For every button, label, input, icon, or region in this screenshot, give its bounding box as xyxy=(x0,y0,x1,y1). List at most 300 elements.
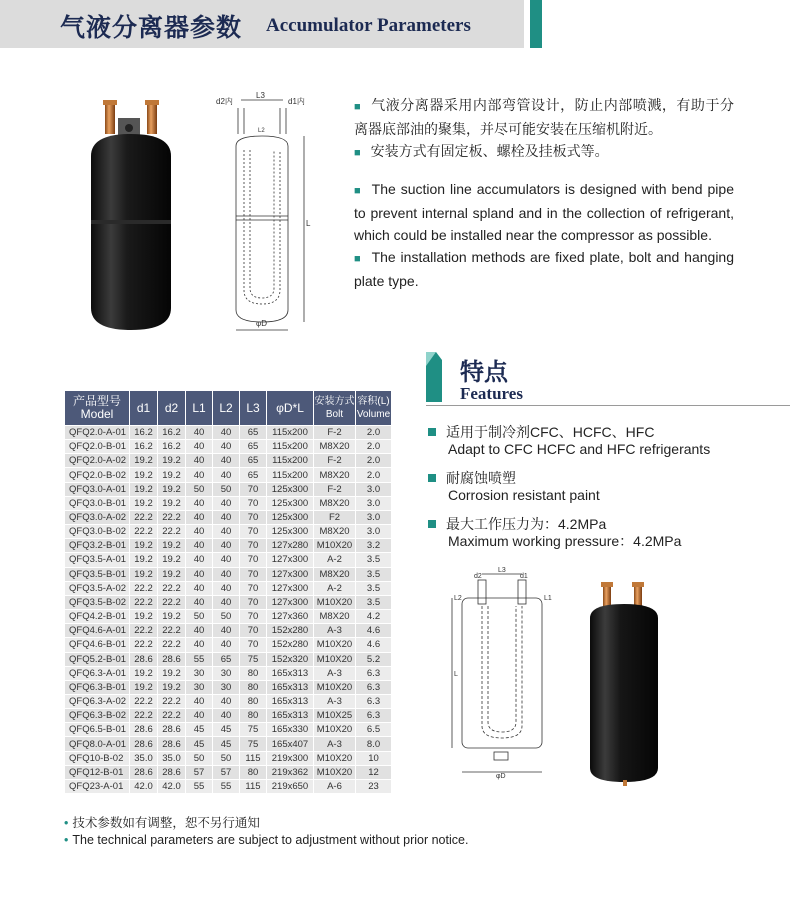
table-cell: 40 xyxy=(186,553,213,567)
drawing-top-l-label: L xyxy=(306,219,311,228)
table-cell: M10X25 xyxy=(314,709,356,723)
table-cell: 42.0 xyxy=(158,779,186,793)
table-cell: M10X20 xyxy=(314,539,356,553)
table-cell: 219x362 xyxy=(267,765,314,779)
table-cell: A-3 xyxy=(314,666,356,680)
table-cell: 50 xyxy=(213,610,240,624)
table-cell: 19.2 xyxy=(130,553,158,567)
square-bullet-icon xyxy=(428,474,436,482)
table-cell: 70 xyxy=(240,496,267,510)
table-cell: 45 xyxy=(186,723,213,737)
table-cell: 75 xyxy=(240,737,267,751)
table-cell: M10X20 xyxy=(314,638,356,652)
table-cell: 22.2 xyxy=(130,525,158,539)
table-cell: 40 xyxy=(213,581,240,595)
table-cell: 19.2 xyxy=(158,482,186,496)
table-cell: 55 xyxy=(186,652,213,666)
table-cell: 40 xyxy=(213,694,240,708)
table-cell: 19.2 xyxy=(130,567,158,581)
table-cell: QFQ8.0-A-01 xyxy=(65,737,130,751)
table-cell: 19.2 xyxy=(130,496,158,510)
table-cell: 22.2 xyxy=(158,638,186,652)
features-title-cn: 特点 xyxy=(460,358,508,386)
table-cell: 57 xyxy=(186,765,213,779)
table-cell: 115x200 xyxy=(267,454,314,468)
square-bullet-icon: ■ xyxy=(354,147,361,159)
drawing-bottom-d2-label: d2 xyxy=(474,573,482,580)
table-cell: 152x280 xyxy=(267,638,314,652)
table-cell: 22.2 xyxy=(130,638,158,652)
table-cell: 50 xyxy=(186,482,213,496)
table-cell: 40 xyxy=(186,581,213,595)
table-cell: QFQ6.5-B-01 xyxy=(65,723,130,737)
table-cell: 80 xyxy=(240,680,267,694)
table-cell: 65 xyxy=(240,468,267,482)
table-cell: 28.6 xyxy=(130,652,158,666)
drawing-bottom-d1-label: d1 xyxy=(520,573,528,580)
table-cell: QFQ3.5-A-02 xyxy=(65,581,130,595)
table-cell: 40 xyxy=(213,595,240,609)
table-cell: 23 xyxy=(356,779,392,793)
table-cell: 22.2 xyxy=(158,709,186,723)
table-cell: 40 xyxy=(186,694,213,708)
table-cell: 40 xyxy=(186,595,213,609)
feature-en: Corrosion resistant paint xyxy=(448,487,600,503)
table-cell: 125x300 xyxy=(267,525,314,539)
table-cell: 42.0 xyxy=(130,779,158,793)
drawing-bottom-l1-label: L1 xyxy=(544,595,552,602)
table-cell: 16.2 xyxy=(158,440,186,454)
intro-en-2-text: The installation methods are fixed plate, bolt and hanging plate type. xyxy=(354,249,734,289)
table-cell: 115 xyxy=(240,751,267,765)
table-cell: A-3 xyxy=(314,624,356,638)
table-cell: 6.5 xyxy=(356,723,392,737)
table-cell: A-3 xyxy=(314,737,356,751)
table-cell: 115 xyxy=(240,779,267,793)
intro-cn-1 xyxy=(354,94,734,140)
table-cell: 50 xyxy=(213,482,240,496)
table-cell: 65 xyxy=(213,652,240,666)
table-cell: 19.2 xyxy=(158,468,186,482)
table-cell: 19.2 xyxy=(130,468,158,482)
note-cn: • 技术参数如有调整，恕不另行通知 xyxy=(64,816,260,830)
feature-cn: 最大工作压力为：4.2MPa xyxy=(446,516,607,532)
table-cell: 70 xyxy=(240,567,267,581)
table-cell: 3.5 xyxy=(356,595,392,609)
table-row xyxy=(65,454,392,468)
table-row xyxy=(65,737,392,751)
table-cell: 16.2 xyxy=(130,440,158,454)
table-row xyxy=(65,723,392,737)
table-cell: M8X20 xyxy=(314,610,356,624)
table-cell: 30 xyxy=(186,680,213,694)
table-cell: QFQ2.0-A-01 xyxy=(65,426,130,440)
parameters-table xyxy=(64,390,392,794)
col-l1: L1 xyxy=(186,391,213,426)
table-cell: QFQ4.2-B-01 xyxy=(65,610,130,624)
table-cell: M8X20 xyxy=(314,468,356,482)
table-cell: 19.2 xyxy=(158,680,186,694)
table-cell: 40 xyxy=(213,468,240,482)
table-cell: 2.0 xyxy=(356,440,392,454)
table-cell: 3.5 xyxy=(356,581,392,595)
table-cell: 115x200 xyxy=(267,468,314,482)
technical-drawing-top xyxy=(214,90,324,334)
table-cell: 152x320 xyxy=(267,652,314,666)
table-cell: 70 xyxy=(240,482,267,496)
table-row xyxy=(65,482,392,496)
table-cell: 22.2 xyxy=(130,595,158,609)
table-cell: 40 xyxy=(186,567,213,581)
table-cell: 19.2 xyxy=(158,610,186,624)
drawing-bottom-l3-label: L3 xyxy=(498,567,506,574)
table-cell: 70 xyxy=(240,525,267,539)
table-cell: 19.2 xyxy=(130,454,158,468)
feature-cn: 耐腐蚀喷塑 xyxy=(446,470,516,486)
table-cell: 35.0 xyxy=(158,751,186,765)
table-cell: 2.0 xyxy=(356,454,392,468)
table-cell: 6.3 xyxy=(356,680,392,694)
table-cell: A-2 xyxy=(314,581,356,595)
table-cell: M10X20 xyxy=(314,765,356,779)
table-cell: 115x200 xyxy=(267,426,314,440)
table-cell: 40 xyxy=(186,440,213,454)
table-cell: 40 xyxy=(213,553,240,567)
square-bullet-icon xyxy=(428,520,436,528)
square-bullet-icon: ■ xyxy=(354,185,362,197)
table-row xyxy=(65,553,392,567)
table-cell: 65 xyxy=(240,426,267,440)
table-cell: QFQ4.6-B-01 xyxy=(65,638,130,652)
table-cell: QFQ2.0-B-02 xyxy=(65,468,130,482)
intro-en-2 xyxy=(354,246,734,292)
table-cell: 22.2 xyxy=(130,694,158,708)
table-cell: 40 xyxy=(186,468,213,482)
dot-bullet-icon: • xyxy=(64,833,69,847)
table-row xyxy=(65,709,392,723)
table-row xyxy=(65,624,392,638)
table-cell: 3.0 xyxy=(356,510,392,524)
table-row xyxy=(65,751,392,765)
table-cell: 75 xyxy=(240,652,267,666)
table-cell: M10X20 xyxy=(314,751,356,765)
col-d1: d1 xyxy=(130,391,158,426)
table-cell: 70 xyxy=(240,553,267,567)
table-cell: 40 xyxy=(213,454,240,468)
table-cell: 165x313 xyxy=(267,680,314,694)
table-cell: QFQ6.3-A-01 xyxy=(65,666,130,680)
table-cell: 19.2 xyxy=(130,610,158,624)
table-cell: 22.2 xyxy=(130,624,158,638)
table-cell: 30 xyxy=(186,666,213,680)
table-cell: 3.0 xyxy=(356,496,392,510)
table-cell: 19.2 xyxy=(130,482,158,496)
table-cell: 40 xyxy=(186,496,213,510)
table-row xyxy=(65,468,392,482)
drawing-top-l2-label: L2 xyxy=(258,128,265,134)
table-cell: F2 xyxy=(314,510,356,524)
table-cell: 40 xyxy=(213,525,240,539)
table-cell: 50 xyxy=(213,751,240,765)
table-row xyxy=(65,765,392,779)
table-row xyxy=(65,595,392,609)
table-cell: 127x280 xyxy=(267,539,314,553)
table-cell: QFQ3.5-A-01 xyxy=(65,553,130,567)
intro-en-1-text: The suction line accumulators is designed with bend pipe to prevent internal spland and in the collection of refrigerant, which could be installed near the compressor as possible. xyxy=(354,181,734,243)
table-cell: 4.6 xyxy=(356,638,392,652)
table-row xyxy=(65,638,392,652)
header-accent-bar xyxy=(530,0,542,48)
table-row xyxy=(65,666,392,680)
table-cell: 40 xyxy=(186,624,213,638)
table-cell: QFQ23-A-01 xyxy=(65,779,130,793)
table-cell: 70 xyxy=(240,581,267,595)
table-cell: 115x200 xyxy=(267,440,314,454)
table-cell: 127x300 xyxy=(267,581,314,595)
table-cell: QFQ3.0-B-01 xyxy=(65,496,130,510)
table-cell: 40 xyxy=(186,539,213,553)
col-bolt: 安装方式 Bolt xyxy=(314,391,356,426)
table-cell: 55 xyxy=(213,779,240,793)
table-cell: 28.6 xyxy=(158,765,186,779)
table-cell: 22.2 xyxy=(130,709,158,723)
table-cell: 127x300 xyxy=(267,553,314,567)
table-cell: 6.3 xyxy=(356,694,392,708)
feature-cn: 适用于制冷剂CFC、HCFC、HFC xyxy=(446,424,655,440)
table-cell: 22.2 xyxy=(158,581,186,595)
drawing-top-d2-label: d2内 xyxy=(216,97,233,106)
table-cell: 125x300 xyxy=(267,496,314,510)
features-decor-icon xyxy=(426,352,442,402)
intro-en-1 xyxy=(354,178,734,246)
table-cell: 70 xyxy=(240,624,267,638)
table-cell: M8X20 xyxy=(314,525,356,539)
table-cell: 19.2 xyxy=(130,666,158,680)
table-cell: 70 xyxy=(240,595,267,609)
table-cell: 70 xyxy=(240,638,267,652)
table-cell: 30 xyxy=(213,666,240,680)
table-row xyxy=(65,440,392,454)
drawing-top-phid-label: φD xyxy=(256,319,267,328)
table-cell: 22.2 xyxy=(158,595,186,609)
table-header-row xyxy=(65,391,392,426)
table-cell: QFQ6.3-B-01 xyxy=(65,680,130,694)
feature-item xyxy=(428,424,788,458)
table-cell: 165x330 xyxy=(267,723,314,737)
table-cell: 40 xyxy=(213,426,240,440)
table-cell: QFQ4.6-A-01 xyxy=(65,624,130,638)
table-cell: 125x300 xyxy=(267,482,314,496)
table-cell: 22.2 xyxy=(130,510,158,524)
table-cell: M10X20 xyxy=(314,652,356,666)
table-cell: 219x650 xyxy=(267,779,314,793)
table-row xyxy=(65,539,392,553)
table-cell: 127x300 xyxy=(267,595,314,609)
drawing-top-l3-label: L3 xyxy=(256,91,265,100)
accumulator-photo-top xyxy=(86,96,196,334)
table-cell: 45 xyxy=(213,737,240,751)
drawing-bottom-l2-label: L2 xyxy=(454,595,462,602)
table-row xyxy=(65,426,392,440)
table-cell: 127x360 xyxy=(267,610,314,624)
table-cell: 40 xyxy=(186,426,213,440)
table-cell: F-2 xyxy=(314,426,356,440)
table-cell: 80 xyxy=(240,694,267,708)
table-row xyxy=(65,652,392,666)
intro-text xyxy=(354,94,734,292)
intro-cn-2-text: 安装方式有固定板、螺栓及挂板式等。 xyxy=(370,143,609,159)
table-cell: 6.3 xyxy=(356,709,392,723)
table-cell: 80 xyxy=(240,666,267,680)
table-cell: QFQ3.0-A-02 xyxy=(65,510,130,524)
table-cell: 19.2 xyxy=(158,539,186,553)
table-cell: 3.2 xyxy=(356,539,392,553)
table-cell: 40 xyxy=(213,567,240,581)
table-cell: 28.6 xyxy=(158,723,186,737)
table-cell: 40 xyxy=(186,454,213,468)
table-cell: 22.2 xyxy=(158,525,186,539)
table-cell: 19.2 xyxy=(158,454,186,468)
table-cell: 165x313 xyxy=(267,709,314,723)
table-cell: 40 xyxy=(213,496,240,510)
col-l2: L2 xyxy=(213,391,240,426)
table-cell: 10 xyxy=(356,751,392,765)
table-cell: QFQ3.2-B-01 xyxy=(65,539,130,553)
table-cell: 219x300 xyxy=(267,751,314,765)
header-bar xyxy=(0,0,524,48)
page-title-cn: 气液分离器参数 xyxy=(60,13,243,42)
table-cell: 70 xyxy=(240,610,267,624)
table-cell: 22.2 xyxy=(158,694,186,708)
table-cell: 40 xyxy=(186,638,213,652)
table-cell: 19.2 xyxy=(158,666,186,680)
col-model: 产品型号 Model xyxy=(65,391,130,426)
feature-en: Maximum working pressure：4.2MPa xyxy=(448,533,682,549)
col-phidl: φD*L xyxy=(267,391,314,426)
col-d2: d2 xyxy=(158,391,186,426)
features-title-en: Features xyxy=(460,384,523,403)
table-cell: 28.6 xyxy=(130,765,158,779)
table-cell: 65 xyxy=(240,440,267,454)
table-cell: 40 xyxy=(186,709,213,723)
square-bullet-icon xyxy=(428,428,436,436)
table-cell: 75 xyxy=(240,723,267,737)
table-cell: 55 xyxy=(186,779,213,793)
table-cell: 12 xyxy=(356,765,392,779)
table-cell: QFQ5.2-B-01 xyxy=(65,652,130,666)
table-cell: QFQ12-B-01 xyxy=(65,765,130,779)
notes xyxy=(64,815,468,849)
features-list xyxy=(428,424,788,562)
table-cell: 165x407 xyxy=(267,737,314,751)
table-cell: QFQ3.0-A-01 xyxy=(65,482,130,496)
table-cell: 28.6 xyxy=(158,737,186,751)
table-cell: 165x313 xyxy=(267,694,314,708)
drawing-bottom-phid-label: φD xyxy=(496,773,506,780)
table-cell: QFQ2.0-A-02 xyxy=(65,454,130,468)
table-cell: QFQ3.5-B-02 xyxy=(65,595,130,609)
table-row xyxy=(65,510,392,524)
intro-cn-2 xyxy=(354,140,734,164)
table-cell: QFQ10-B-02 xyxy=(65,751,130,765)
table-cell: 4.2 xyxy=(356,610,392,624)
table-cell: 16.2 xyxy=(158,426,186,440)
table-cell: 22.2 xyxy=(158,510,186,524)
table-cell: M8X20 xyxy=(314,567,356,581)
table-cell: 152x280 xyxy=(267,624,314,638)
table-cell: M10X20 xyxy=(314,680,356,694)
table-cell: 127x300 xyxy=(267,567,314,581)
table-cell: 19.2 xyxy=(158,553,186,567)
table-cell: 125x300 xyxy=(267,510,314,524)
table-cell: 19.2 xyxy=(130,539,158,553)
table-cell: 28.6 xyxy=(130,737,158,751)
drawing-bottom-l-label: L xyxy=(454,671,458,678)
table-cell: 40 xyxy=(186,525,213,539)
feature-item xyxy=(428,470,788,504)
table-cell: M8X20 xyxy=(314,440,356,454)
col-l3: L3 xyxy=(240,391,267,426)
square-bullet-icon: ■ xyxy=(354,253,362,265)
table-cell: 40 xyxy=(213,539,240,553)
table-cell: 70 xyxy=(240,539,267,553)
table-cell: 80 xyxy=(240,709,267,723)
table-cell: 28.6 xyxy=(158,652,186,666)
table-cell: 19.2 xyxy=(158,567,186,581)
table-row xyxy=(65,694,392,708)
table-cell: 40 xyxy=(186,510,213,524)
table-cell: A-3 xyxy=(314,694,356,708)
table-cell: 30 xyxy=(213,680,240,694)
table-cell: 6.3 xyxy=(356,666,392,680)
table-cell: 22.2 xyxy=(130,581,158,595)
table-cell: 65 xyxy=(240,454,267,468)
table-cell: 4.6 xyxy=(356,624,392,638)
table-cell: 40 xyxy=(213,709,240,723)
table-cell: M10X20 xyxy=(314,595,356,609)
table-cell: QFQ2.0-B-01 xyxy=(65,440,130,454)
table-cell: A-6 xyxy=(314,779,356,793)
table-cell: M8X20 xyxy=(314,496,356,510)
table-cell: 40 xyxy=(213,638,240,652)
table-cell: 45 xyxy=(186,737,213,751)
drawing-top-d1-label: d1内 xyxy=(288,97,305,106)
note-en: • The technical parameters are subject to adjustment without prior notice. xyxy=(64,833,469,847)
table-cell: M10X20 xyxy=(314,723,356,737)
table-cell: 19.2 xyxy=(130,680,158,694)
table-cell: QFQ6.3-A-02 xyxy=(65,694,130,708)
table-cell: F-2 xyxy=(314,454,356,468)
table-cell: 165x313 xyxy=(267,666,314,680)
table-cell: 3.0 xyxy=(356,482,392,496)
table-cell: 16.2 xyxy=(130,426,158,440)
table-row xyxy=(65,496,392,510)
table-cell: 50 xyxy=(186,610,213,624)
table-row xyxy=(65,525,392,539)
table-cell: 80 xyxy=(240,765,267,779)
col-volume: 容积(L) Volume xyxy=(356,391,392,426)
table-cell: 45 xyxy=(213,723,240,737)
table-cell: 40 xyxy=(213,510,240,524)
table-cell: 3.5 xyxy=(356,553,392,567)
page-title-en: Accumulator Parameters xyxy=(266,15,471,36)
table-cell: 5.2 xyxy=(356,652,392,666)
table-cell: 3.5 xyxy=(356,567,392,581)
accumulator-photo-bottom xyxy=(586,578,666,788)
table-cell: 8.0 xyxy=(356,737,392,751)
feature-item xyxy=(428,516,788,550)
technical-drawing-bottom xyxy=(448,566,558,780)
